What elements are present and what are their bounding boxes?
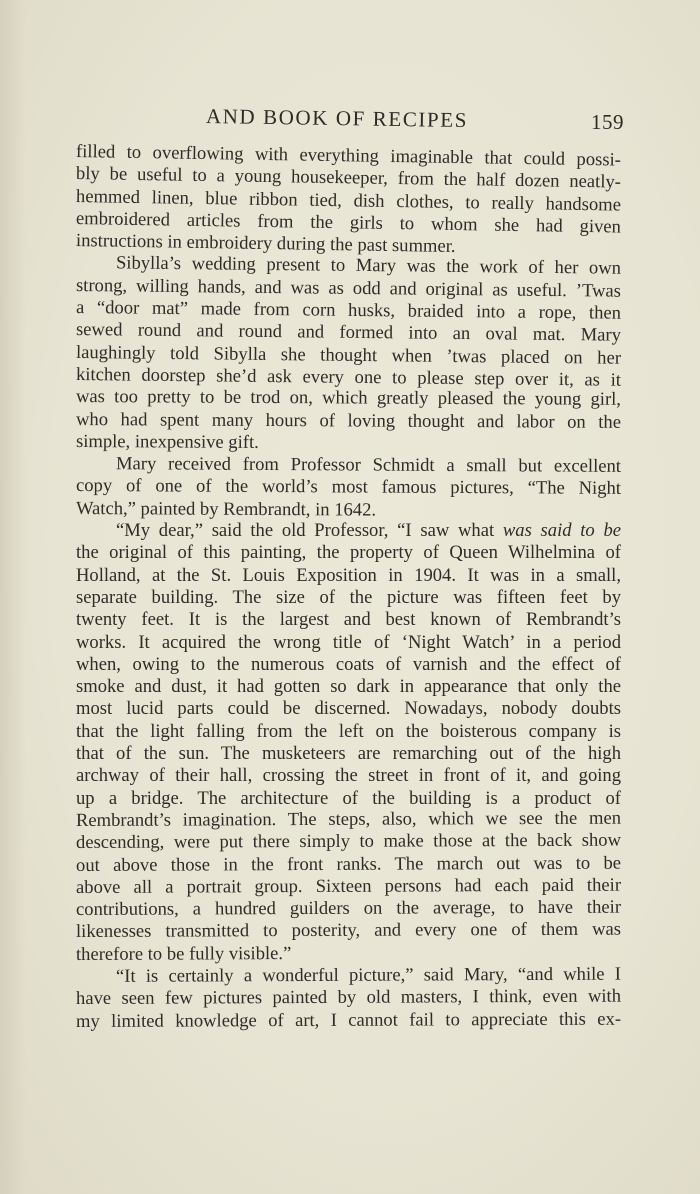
text-line: copy of one of the world’s most famous pictures, “The Night [75,475,622,500]
text-line: who had spent many hours of loving thought and labor on the [75,408,622,433]
italic-text: was said to be [502,520,622,542]
text-line: contributions, a hundred guilders on the average, to have their [75,896,622,921]
text-line: instructions in embroidery during the past summer. [75,230,456,258]
text-line: sewed round and round and formed into an oval mat. Mary [75,319,622,347]
gutter-shadow [0,0,26,1194]
text-line: “It is certainly a wonderful picture,” said Mary, “and while I [115,963,622,987]
text-line: Watch,” painted by Rembrandt, in 1642. [75,497,377,521]
text-line: out above those in the front ranks. The march out was to be [75,852,622,876]
text-line: was too pretty to be trod on, which greatly pleased the young girl, [75,386,622,411]
text-line: strong, willing hands, and was as odd and original as useful. ’Twas [75,274,622,302]
text-line: the original of this painting, the property of Queen Wilhelmina of [76,542,621,564]
text-line: archway of their hall, crossing the street in front of it, and going [76,765,621,787]
text-line: smoke and dust, it had gotten so dark in appearance that only the [76,676,621,698]
text-line: separate building. The size of the picture was fifteen feet by [76,586,621,608]
text-line: Holland, at the St. Louis Exposition in 1904. It was in a small, [76,564,621,586]
text-line: Rembrandt’s imagination. The steps, also, which we see the men [75,807,622,831]
text-line: laughingly told Sibylla she thought when ’twas placed on her [75,341,622,369]
page-number: 159 [591,110,624,134]
text-line: descending, were put there simply to make those at the back show [75,829,622,854]
text-line: bly be useful to a young housekeeper, from the half dozen neatly- [75,163,622,193]
text-segment: “My dear,” said the old Professor, “I saw what [116,520,503,542]
text-line: above all a portrait group. Sixteen persons had each paid their [75,874,622,898]
text-line: that of the sun. The musketeers are remarching out of the high [76,743,621,765]
running-head [0,104,700,134]
text-line: have seen few pictures painted by old masters, I think, even with [75,985,622,1010]
text-line: a “door mat” made from corn husks, braided into a rope, then [75,297,622,324]
text-line: twenty feet. It is the largest and best known of Rembrandt’s [76,609,621,631]
text-line: hemmed linen, blue ribbon tied, dish clothes, to really handsome [75,185,622,216]
running-title: AND BOOK OF RECIPES [205,104,469,133]
text-line: filled to overflowing with everything imaginable that could possi- [75,141,622,171]
text-line: that the light falling from the left on the boisterous company is [76,720,621,742]
text-line: my limited knowledge of art, I cannot fail to appreciate this ex- [75,1008,622,1032]
text-line [76,520,621,542]
text-line: works. It acquired the wrong title of ‘Night Watch’ in a period [76,631,621,653]
text-line: likenesses transmitted to posterity, and every one of them was [75,919,622,943]
text-line: kitchen doorstep she’d ask every one to please step over it, as it [75,363,622,391]
text-line: Sibylla’s wedding present to Mary was the work of her own [115,252,622,280]
text-line: simple, inexpensive gift. [75,430,259,453]
text-line: Mary received from Professor Schmidt a small but excellent [115,453,622,478]
body-text [76,141,621,1033]
text-line: most lucid parts could be discerned. Nowadays, nobody doubts [76,698,621,720]
text-line: when, owing to the numerous coats of varnish and the effect of [76,653,621,675]
text-line: embroidered articles from the girls to whom she had given [75,207,622,238]
text-line: therefore to be fully visible.” [75,942,292,965]
text-line: up a bridge. The architecture of the building is a product of [76,787,621,809]
